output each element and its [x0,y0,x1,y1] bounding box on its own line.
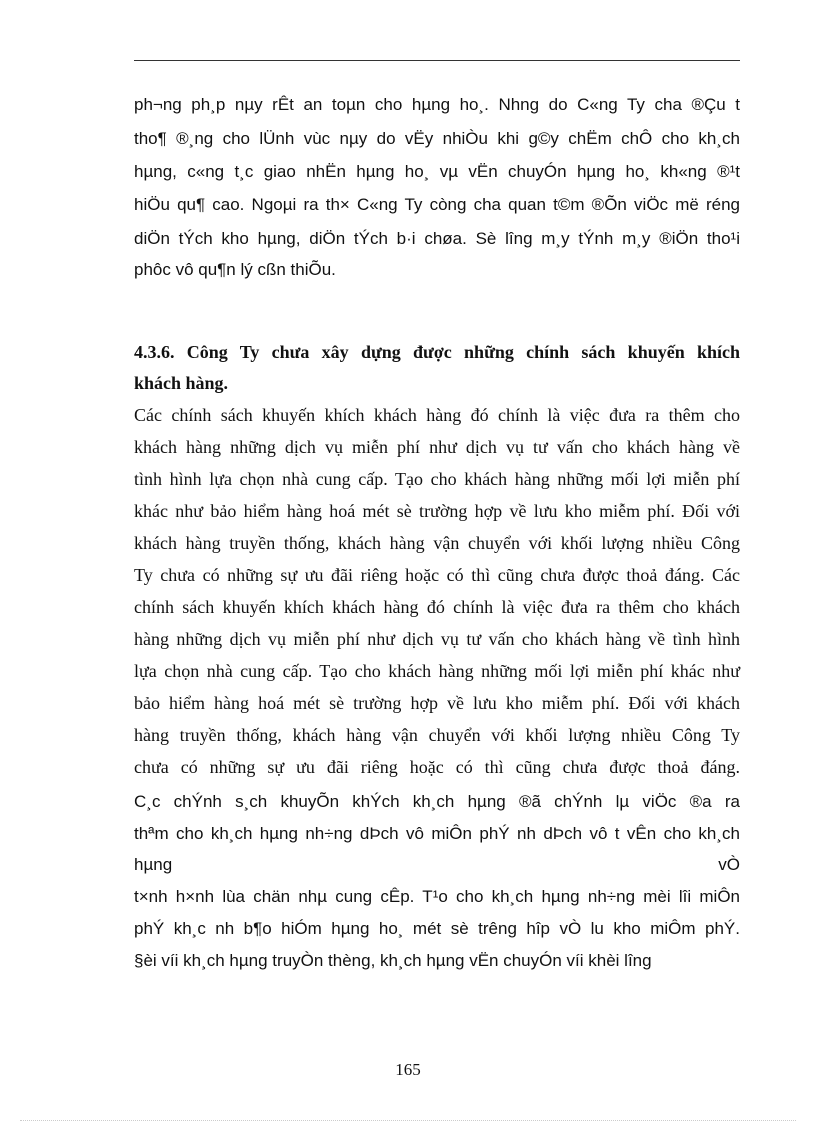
text-line: khác như bảo hiểm hàng hoá mét sè trường hợp về lưu kho miễm phí. Đối với [134,501,740,521]
text-line: Các chính sách khuyến khích khách hàng đó chính là việc đưa ra thêm cho [134,405,740,425]
text-line: §èi víi kh¸ch hµng truyÒn thèng, kh¸ch hµng vËn chuyÓn víi khèi lîng [134,951,652,970]
text-line: hµng, c«ng t¸c giao nhËn hµng ho¸ vµ vËn chuyÓn hµng ho¸ kh«ng ®¹t [134,162,740,181]
text-line: bảo hiểm hàng hoá mét sè trường hợp về lưu kho miễm phí. Đối với khách [134,693,740,713]
text-line: hiÖu qu¶ cao. Ngoµi ra th× C«ng Ty còng cha quan t©m ®Õn viÖc më réng [134,195,740,214]
text-line: Ty chưa có những sự ưu đãi riêng hoặc có thì cũng chưa được thoả đáng. Các [134,565,740,585]
text-line: ph¬ng ph¸p nµy rÊt an toµn cho hµng ho¸. Nhng do C«ng Ty cha ®Çu t [134,95,740,114]
text-line: khách hàng truyền thống, khách hàng vận chuyển với khối lượng nhiều Công [134,533,740,553]
text-line: chưa có những sự ưu đãi riêng hoặc có thì cũng chưa được thoả đáng. [134,757,740,777]
text-line: hàng những dịch vụ miễn phí như dịch vụ tư vấn cho khách hàng về tình hình [134,629,740,649]
footer-divider [20,1120,796,1121]
text-line: diÖn tÝch kho hµng, diÖn tÝch b·i chøa. Sè lîng m¸y tÝnh m¸y ®iÖn tho¹i [134,229,740,248]
text-line: t×nh h×nh lùa chän nhµ cung cÊp. T¹o cho kh¸ch hµng nh÷ng mèi lîi miÔn [134,887,740,906]
section-heading-cont: khách hàng. [134,373,229,393]
page-number: 165 [395,1060,421,1079]
text-line: thªm cho kh¸ch hµng nh÷ng dÞch vô miÔn phÝ nh dÞch vô t vÊn cho kh¸ch [134,824,740,843]
text-line: chính sách khuyến khích khách hàng đó chính là việc đưa ra thêm cho khách [134,597,740,617]
text-line: tình hình lựa chọn nhà cung cấp. Tạo cho khách hàng những mối lợi miễn phí [134,469,740,489]
text-line: hàng truyền thống, khách hàng vận chuyển với khối lượng nhiều Công Ty [134,725,740,745]
text-line: phôc vô qu¶n lý cßn thiÕu. [134,260,336,279]
text-line: khách hàng những dịch vụ miễn phí như dịch vụ tư vấn cho khách hàng về [134,437,740,457]
header-rule [134,60,740,61]
text-line: phÝ kh¸c nh b¶o hiÓm hµng ho¸ mét sè trêng hîp vÒ lu kho miÔm phÝ. [134,919,740,938]
section-heading: 4.3.6. Công Ty chưa xây dựng được những chính sách khuyến khích [134,342,740,362]
text-line: tho¶ ®¸ng cho lÜnh vùc nµy do vËy nhiÒu khi g©y chËm chÔ cho kh¸ch [134,129,740,148]
text-line: C¸c chÝnh s¸ch khuyÕn khÝch kh¸ch hµng ®ã chÝnh lµ viÖc ®a ra [134,792,740,811]
text-line: lựa chọn nhà cung cấp. Tạo cho khách hàng những mối lợi miễn phí khác như [134,661,740,681]
text-line: hµng vÒ [134,855,740,874]
